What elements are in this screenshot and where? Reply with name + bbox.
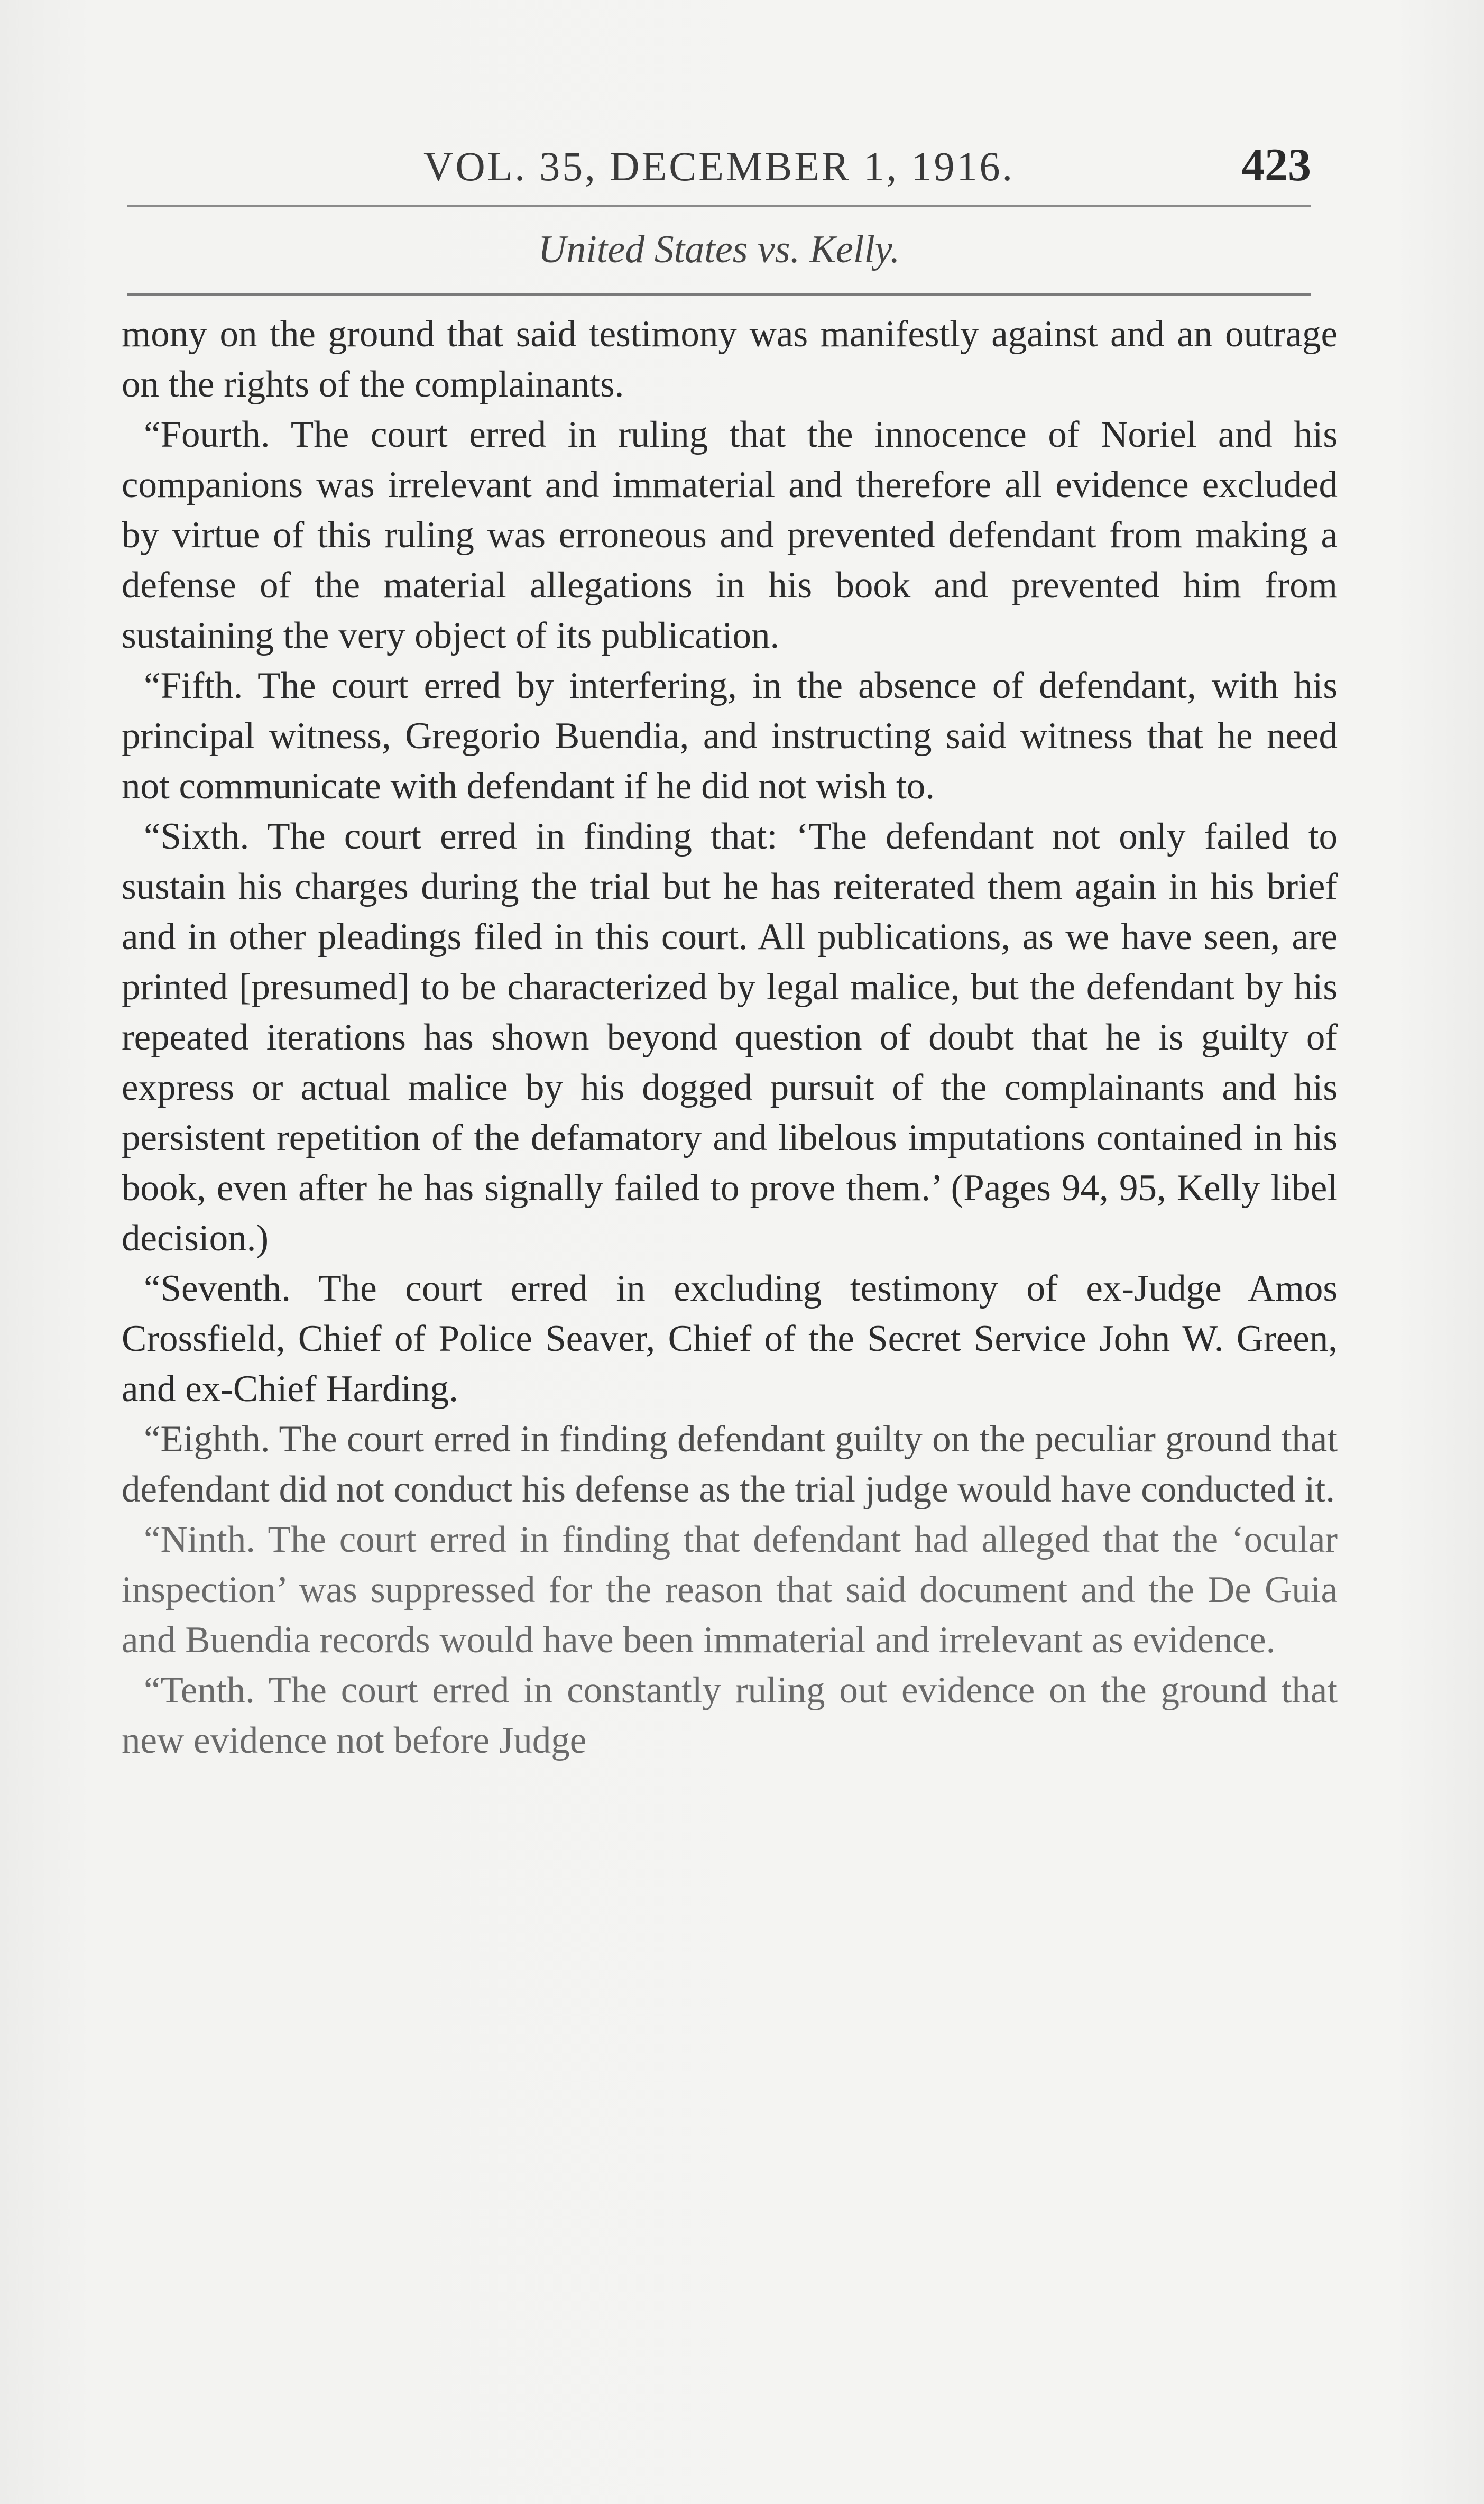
header-rule-bottom <box>127 293 1311 296</box>
header-rule-top <box>127 205 1311 207</box>
paragraph-ninth: “Ninth. The court erred in finding that defendant had alleged that the ‘ocular inspection’ was suppressed for the reason that said document and the De Guia and Buendia records would have been immaterial and irrelevant as evidence. <box>122 1519 1338 1661</box>
paragraph-tenth: “Tenth. The court erred in constantly ruling out evidence on the ground that new evidence not before Judge <box>122 1670 1338 1761</box>
paragraph-eighth: “Eighth. The court erred in finding defendant guilty on the peculiar ground that defendant did not conduct his defense as the trial judge would have conducted it. <box>122 1419 1338 1510</box>
page-header <box>127 132 1311 196</box>
paragraph-seventh: “Seventh. The court erred in excluding testimony of ex-Judge Amos Crossfield, Chief of Police Seaver, Chief of the Secret Service John W. Green, and ex-Chief Harding. <box>122 1268 1338 1410</box>
paragraph-fifth: “Fifth. The court erred by interfering, in the absence of defendant, with his principal witness, Gregorio Buendia, and instructing said witness that he need not communicate with defendant if he did not wish to. <box>122 665 1338 807</box>
paragraph-continuation: mony on the ground that said testimony was manifestly against and an outrage on the rights of the complainants. <box>122 314 1338 405</box>
paragraph-sixth: “Sixth. The court erred in finding that: ‘The defendant not only failed to sustain his charges during the trial but he has reiterated them again in his brief and in other pleadings filed in this court. All publications, as we have seen, are printed [presumed] to be characterized by legal malice, but the defendant by his repeated iterations has shown beyond question of doubt that he is guilty of express or actual malice by his dogged pursuit of the complainants and his persistent repetition of the defamatory and libelous imputations contained in his book, even after he has signally failed to prove them.’ (Pages 94, 95, Kelly libel decision.) <box>122 816 1338 1259</box>
running-head: VOL. 35, DECEMBER 1, 1916. <box>423 143 1015 189</box>
case-title: United States vs. Kelly. <box>538 228 900 271</box>
body-text <box>122 309 1338 1766</box>
page-number: 423 <box>1241 140 1311 191</box>
paragraph-fourth: “Fourth. The court erred in ruling that the innocence of Noriel and his companions was irrelevant and immaterial and therefore all evidence excluded by virtue of this ruling was erroneous and prevented defendant from making a defense of the material allegations in his book and prevented him from sustaining the very object of its publication. <box>122 414 1338 656</box>
